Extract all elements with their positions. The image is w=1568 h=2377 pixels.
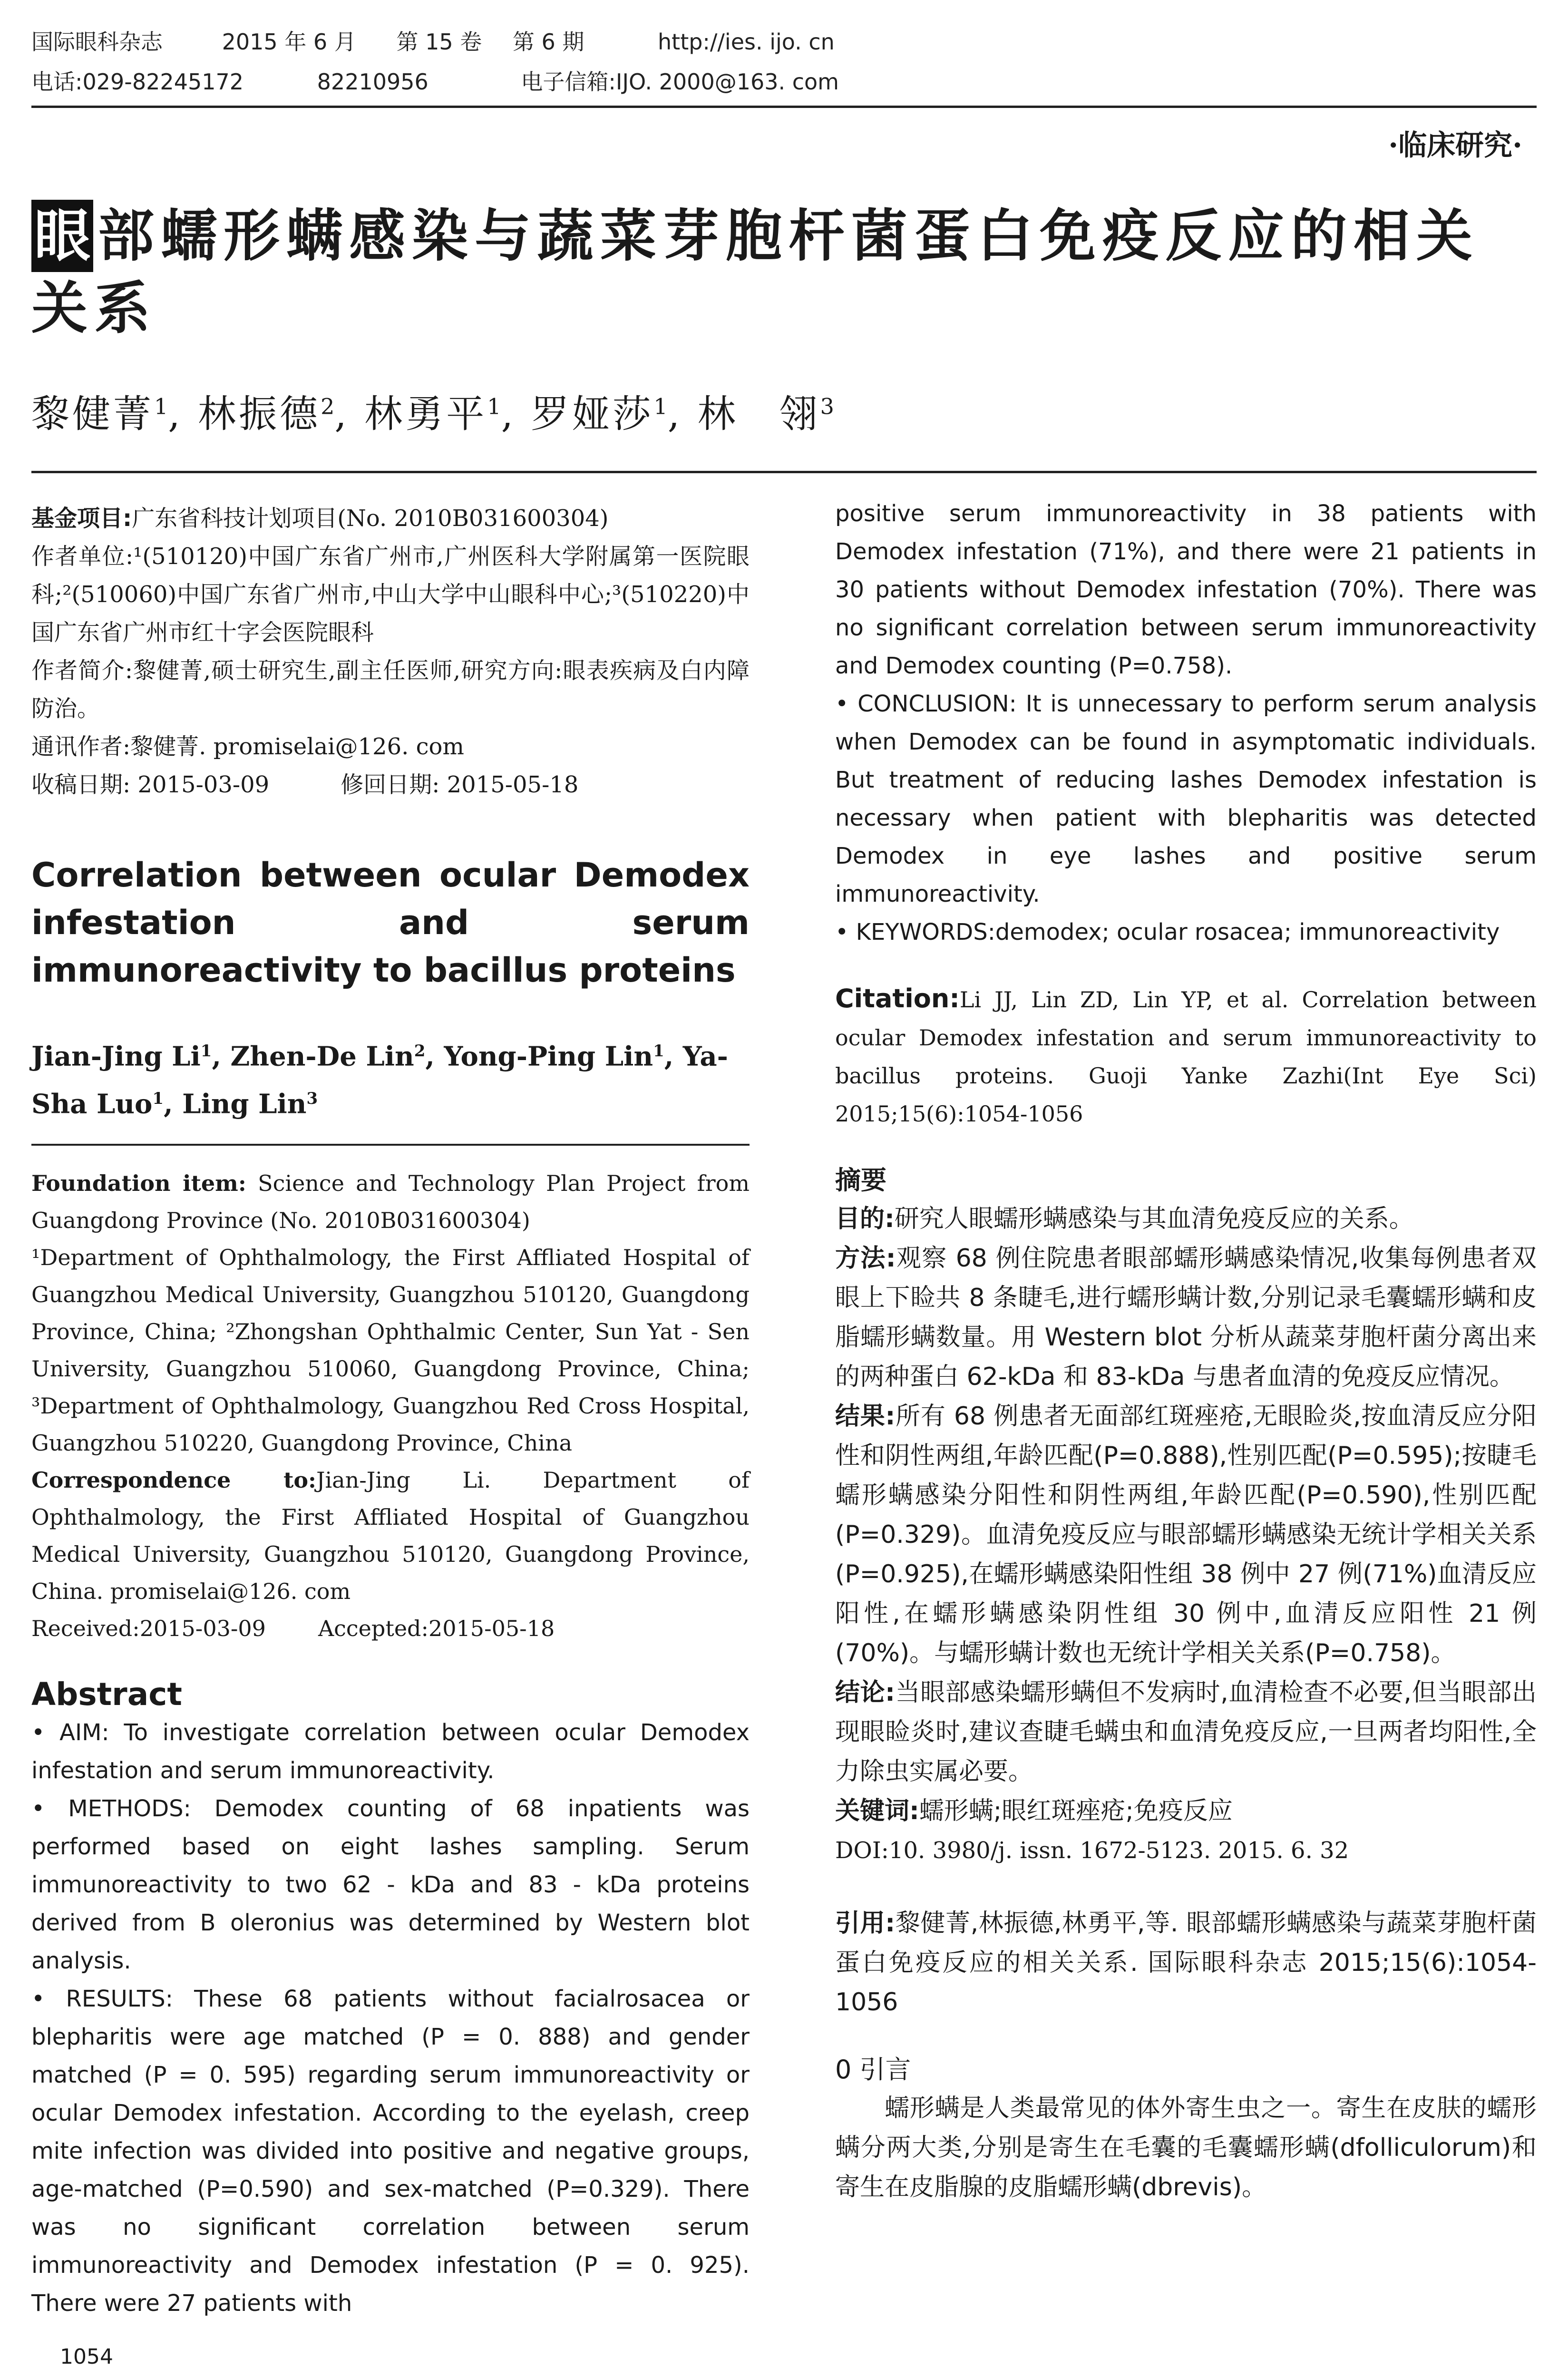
article-title xyxy=(31,200,1534,344)
author-sup: 1 xyxy=(653,393,668,419)
abstract-methods: • METHODS: Demodex counting of 68 inpatients was performed based on eight lashes sampling. Serum immunoreactivity to two 62 - kDa and 83 - kDa proteins derived from B oleronius was determined by Western blot analysis. xyxy=(31,1795,750,1975)
citation-cn-label: 引用: xyxy=(835,1909,896,1938)
abstract-body-right xyxy=(835,495,1537,951)
author-sup: 2 xyxy=(414,1042,426,1061)
author-cn: 林勇平 xyxy=(364,392,487,436)
foundation-text: Science and Technology Plan Project from Guangdong Province (No. 2010B031600304) xyxy=(31,1170,750,1234)
cn-aim: 研究人眼蠕形螨感染与其血清免疫反应的关系。 xyxy=(894,1205,1414,1233)
received-date: 收稿日期: 2015-03-09 xyxy=(31,771,270,798)
citation-label: Citation: xyxy=(835,984,960,1013)
intro-heading: 0 引言 xyxy=(835,2055,911,2085)
author-cn: 林 翎 xyxy=(697,392,820,436)
abstract-body-left xyxy=(31,1714,750,2322)
journal-header-line1 xyxy=(31,25,835,56)
accepted-en: Accepted:2015-05-18 xyxy=(318,1616,555,1642)
citation-cn-text: 黎健菁,林振德,林勇平,等. 眼部蠕形螨感染与蔬菜芽胞杆菌蛋白免疫反应的相关关系. 国际眼科杂志 2015;15(6):1054-1056 xyxy=(835,1909,1537,2017)
author-en: Zhen-De Lin xyxy=(230,1041,414,1072)
author-sup: 1 xyxy=(200,1042,212,1061)
english-authors: Jian-Jing Li$^1$, Zhen-De Lin$^2$, Yong-Ping Lin$^1$, Ya-Sha Luo$^1$, Ling Lin$^3$ xyxy=(31,1041,728,1120)
revised-date: 修回日期: 2015-05-18 xyxy=(341,771,579,798)
author-cn: 罗娅莎 xyxy=(531,392,654,436)
journal-phone-2: 82210956 xyxy=(317,69,429,95)
right-column xyxy=(835,495,1537,2207)
correspondence-label: Correspondence to: xyxy=(31,1467,317,1493)
cn-results: 所有 68 例患者无面部红斑痤疮,无眼睑炎,按血清反应分阳性和阴性两组,年龄匹配(P=0.888),性别匹配(P=0.595);按睫毛蠕形螨感染分阳性和阴性两组,年龄匹配(P=0.590),性别匹配(P=0.329)。血清免疫反应与眼部蠕形螨感染无统计学相关关系(P=0.925),在蠕形螨感染阳性组 38 例中 27 例(71%)血清反应阳性,在蠕形螨感染阴性组 30 例中,血清反应阳性 21 例(70%)。与蠕形螨计数也无统计学相关关系(P=0.758)。 xyxy=(835,1402,1537,1667)
intro-text: 蠕形螨是人类最常见的体外寄生虫之一。寄生在皮肤的蠕形螨分两大类,分别是寄生在毛囊的毛囊蠕形螨(dfolliculorum)和寄生在皮脂腺的皮脂蠕形螨(dbrevis)。 xyxy=(835,2094,1537,2202)
journal-header-line2 xyxy=(31,65,839,96)
journal-url[interactable]: http://ies. ijo. cn xyxy=(658,29,835,55)
author-en: Ling Lin xyxy=(182,1088,307,1120)
unit-text: ¹(510120)中国广东省广州市,广州医科大学附属第一医院眼科;²(510060)中国广东省广州市,中山大学中山眼科中心;³(510220)中国广东省广州市红十字会医院眼科 xyxy=(31,543,750,646)
journal-name: 国际眼科杂志 xyxy=(31,29,163,55)
en-authors-rule xyxy=(31,1144,750,1146)
corresponding-author: 通讯作者:黎健菁. promiselai@126. com xyxy=(31,733,464,760)
fund-label: 基金项目: xyxy=(31,505,132,532)
cn-methods: 观察 68 例住院患者眼部蠕形螨感染情况,收集每例患者双眼上下睑共 8 条睫毛,进行蠕形螨计数,分别记录毛囊蠕形螨和皮脂蠕形螨数量。用 Western blot 分析从蔬菜芽胞杆菌分离出来的两种蛋白 62-kDa 和 83-kDa 与患者血清的免疫反应情况。 xyxy=(835,1244,1537,1391)
authors-cn: 黎健菁$^1$, 林振德$^2$, 林勇平$^1$, 罗娅莎$^1$, 林 翎$^3$ xyxy=(31,392,834,436)
cn-keywords: 蠕形螨;眼红斑痤疮;免疫反应 xyxy=(919,1797,1233,1825)
abstract-keywords: • KEYWORDS:demodex; ocular rosacea; immunoreactivity xyxy=(835,919,1500,945)
cn-methods-label: 方法: xyxy=(835,1244,896,1273)
english-title: Correlation between ocular Demodex infestation and serum immunoreactivity to bacillus proteins xyxy=(31,856,750,990)
page-number: 1054 xyxy=(60,2345,113,2369)
cn-conclusion: 当眼部感染蠕形螨但不发病时,血清检查不必要,但当眼部出现眼睑炎时,建议查睫毛螨虫和血清免疫反应,一旦两者均阳性,全力除虫实属必要。 xyxy=(835,1678,1537,1786)
author-sup: 3 xyxy=(306,1089,318,1108)
journal-phone: 电话:029-82245172 xyxy=(31,69,244,95)
cn-keywords-label: 关键词: xyxy=(835,1797,919,1825)
author-sup: 1 xyxy=(154,393,168,419)
author-bio: 作者简介:黎健菁,硕士研究生,副主任医师,研究方向:眼表疾病及白内障防治。 xyxy=(31,657,750,722)
doi[interactable]: DOI:10. 3980/j. issn. 1672-5123. 2015. 6. 32 xyxy=(835,1837,1349,1864)
left-column xyxy=(31,499,750,2322)
abstract-results: • RESULTS: These 68 patients without facialrosacea or blepharitis were age matched (P = 0. 888) and gender matched (P = 0. 595) regarding serum immunoreactivity or ocular Demodex infestation. According to the eyelash, creep mite infection was divided into positive and negative groups, age-matched (P=0.590) and sex-matched (P=0.329). There was no significant correlation between serum immunoreactivity and Demodex infestation (P = 0. 925). There were 27 patients with xyxy=(31,1986,750,2317)
abstract-aim: • AIM: To investigate correlation between ocular Demodex infestation and serum immunoreactivity. xyxy=(31,1719,750,1784)
foundation-label: Foundation item: xyxy=(31,1170,246,1197)
cn-aim-label: 目的: xyxy=(835,1205,895,1233)
citation-text: Li JJ, Lin ZD, Lin YP, et al. Correlation between ocular Demodex infestation and serum immunoreactivity to bacillus proteins. Guoji Yanke Zazhi(Int Eye Sci) 2015;15(6):1054-1056 xyxy=(835,987,1537,1127)
meta-cn xyxy=(31,499,750,804)
abstract-heading: Abstract xyxy=(31,1676,182,1713)
abstract-conclusion: • CONCLUSION: It is unnecessary to perform serum analysis when Demodex can be found in asymptomatic individuals. But treatment of reducing lashes Demodex infestation is necessary when patient with blepharitis was detected Demodex in eye lashes and positive serum immunoreactivity. xyxy=(835,691,1537,907)
received-en: Received:2015-03-09 xyxy=(31,1616,266,1642)
author-sup: 3 xyxy=(820,393,834,419)
author-en: Ya-Sha Luo xyxy=(31,1041,728,1120)
cn-conclusion-label: 结论: xyxy=(835,1678,895,1707)
correspondence-text: Jian-Jing Li. Department of Ophthalmology, the First Affliated Hospital of Guangzhou Medical University, Guangzhou 510120, Guangdong Province, China. promiselai@126. com xyxy=(31,1467,750,1605)
meta-en xyxy=(31,1165,750,1647)
unit-label: 作者单位: xyxy=(31,543,134,570)
fund-text: 广东省科技计划项目(No. 2010B031600304) xyxy=(132,505,609,532)
journal-email[interactable]: 电子信箱:IJO. 2000@163. com xyxy=(521,69,839,95)
volume: 第 15 卷 xyxy=(396,29,482,55)
citation-cn xyxy=(835,1904,1537,2022)
abstract-cn-body xyxy=(835,1199,1537,1870)
section-tag: ·临床研究· xyxy=(1388,129,1522,162)
author-en: Yong-Ping Lin xyxy=(444,1041,653,1072)
title-text: 部蠕形螨感染与蔬菜芽胞杆菌蛋白免疫反应的相关关系 xyxy=(31,203,1480,341)
title-first-char: 眼 xyxy=(31,200,93,272)
author-cn: 林振德 xyxy=(198,392,321,436)
author-sup: 1 xyxy=(487,393,501,419)
author-sup: 1 xyxy=(152,1089,164,1108)
author-sup: 2 xyxy=(321,393,335,419)
author-sup: 1 xyxy=(653,1042,664,1061)
header-rule xyxy=(31,106,1537,108)
abstract-results-cont: positive serum immunoreactivity in 38 patients with Demodex infestation (71%), and there were 21 patients in 30 patients without Demodex infestation (70%). There was no significant correlation between serum immunoreactivity and Demodex counting (P=0.758). xyxy=(835,500,1537,679)
authors-rule xyxy=(31,471,1537,473)
author-cn: 黎健菁 xyxy=(31,392,154,436)
departments: ¹Department of Ophthalmology, the First Affliated Hospital of Guangzhou Medical University, Guangzhou 510120, Guangdong Province, China; ²Zhongshan Ophthalmic Center, Sun Yat - Sen University, Guangzhou 510060, Guangdong Province, China; ³Department of Ophthalmology, Guangzhou Red Cross Hospital, Guangzhou 510220, Guangdong Province, China xyxy=(31,1245,750,1456)
issue-number: 第 6 期 xyxy=(512,29,584,55)
author-en: Jian-Jing Li xyxy=(31,1041,201,1072)
issue-date: 2015 年 6 月 xyxy=(222,29,356,55)
abstract-cn-heading: 摘要 xyxy=(835,1165,886,1195)
cn-results-label: 结果: xyxy=(835,1402,896,1431)
citation-en xyxy=(835,980,1537,1133)
